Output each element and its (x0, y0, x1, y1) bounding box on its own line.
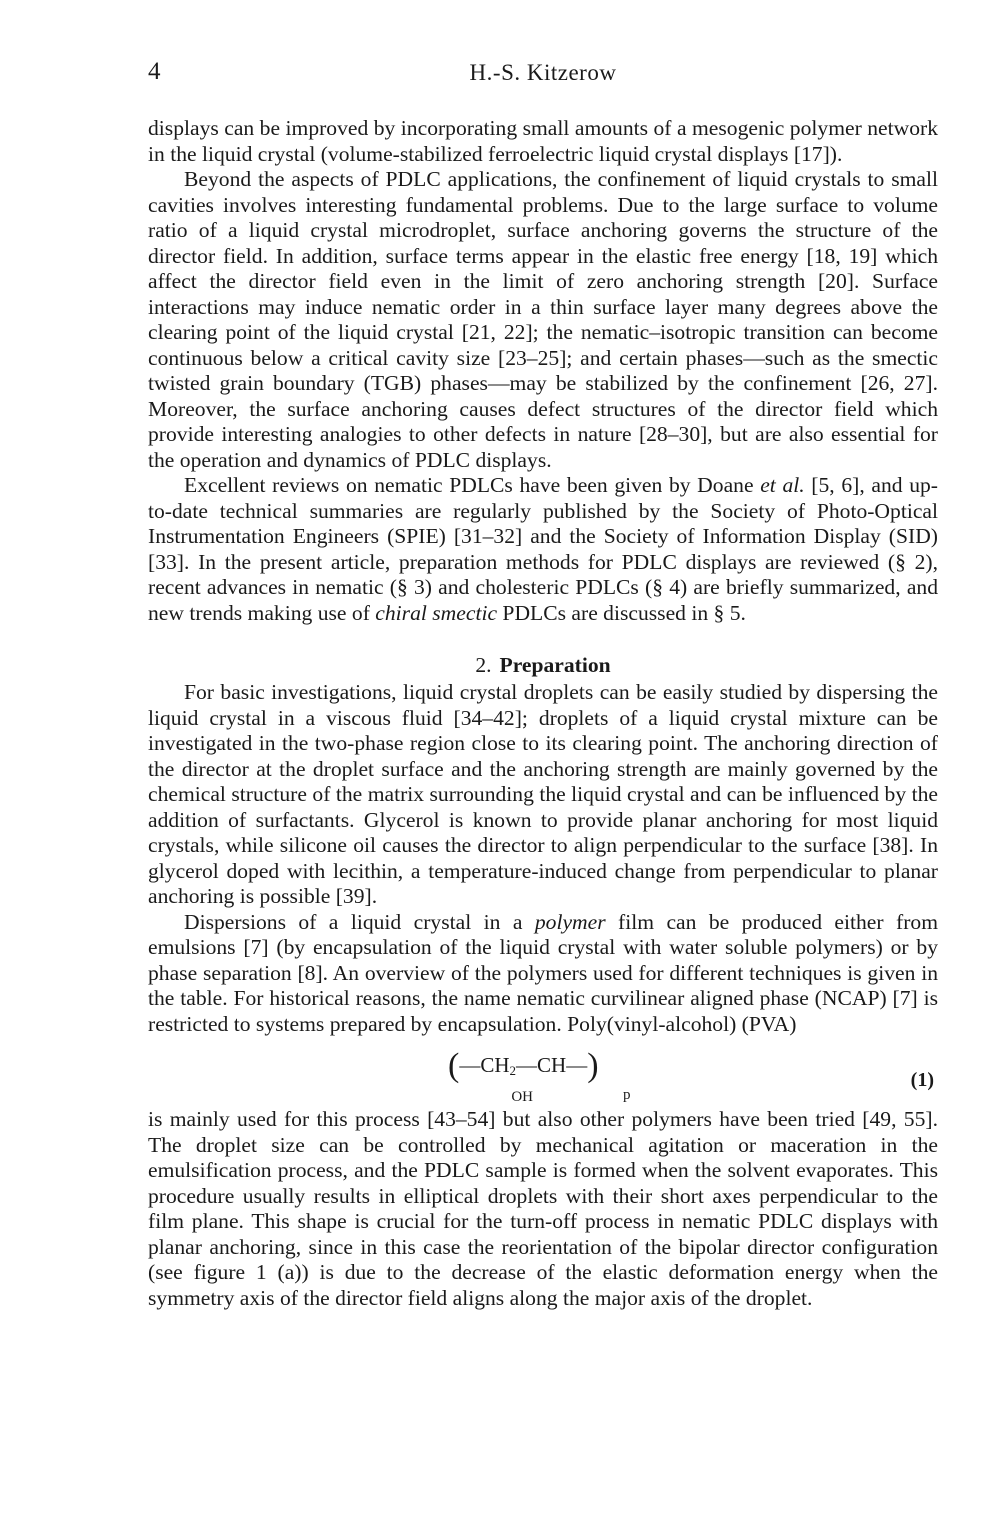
formula-subscript-p: p (623, 1087, 631, 1103)
formula-ch: —CH— (516, 1053, 588, 1077)
pva-formula (148, 1041, 938, 1107)
page-header (148, 58, 938, 98)
formula-group (459, 1053, 588, 1105)
section-title: Preparation (499, 653, 611, 677)
text-run: [5, 6], and up-to-date technical summaries are regularly published by the Society of Photo-Optical Instrumentation Engineers (SPIE) [31–32] and the Society of Information Display (SID) [33]. In the present article, preparation methods for PDLC displays are reviewed (§ 2), recent advances in nematic (§ 3) and cholesteric PDLCs (§ 4) are briefly summarized, and new trends making use of (148, 473, 938, 625)
italic-et-al: et al. (760, 473, 805, 497)
equation-number: (1) (910, 1069, 934, 1091)
text-run: Excellent reviews on nematic PDLCs have been given by Doane (184, 473, 761, 497)
paragraph-reviews (148, 473, 938, 626)
paragraph-basic-investigations: For basic investigations, liquid crystal droplets can be easily studied by dispersing the liquid crystal in a viscous fluid [34–42]; droplets of a liquid crystal mixture can be investigated in the two-phase region close to its clearing point. The anchoring direction of the director at the droplet surface and the anchoring strength are mainly governed by the chemical structure of the matrix surrounding the liquid crystal and can be influenced by the addition of surfactants. Glycerol is known to provide planar anchoring for most liquid crystals, while silicone oil causes the director to align perpendicular to the surface [38]. In glycerol doped with lecithin, a temperature-induced change from perpendicular to planar anchoring is possible [39]. (148, 680, 938, 908)
formula-close-paren: ) (587, 1047, 599, 1084)
paragraph-pva-process: is mainly used for this process [43–54] but also other polymers have been tried [49, 55]. The droplet size can be controlled by mechanical agitation or maceration in the emulsification process, and the PDLC sample is formed when the solvent evaporates. This procedure usually results in elliptical droplets with their short axes perpendicular to the film plane. This shape is crucial for the turn-off process in nematic PDLC displays with planar anchoring, since in this case the reorientation of the bipolar director configuration (see figure 1 (a)) is due to the decrease of the elastic deformation energy when the symmetry axis of the director field aligns along the major axis of the droplet. (148, 1107, 938, 1310)
section-number: 2. (475, 653, 492, 677)
text-run: PDLCs are discussed in § 5. (497, 600, 746, 625)
formula-oh: OH (511, 1089, 533, 1105)
paragraph-continuation: displays can be improved by incorporating small amounts of a mesogenic polymer network in the liquid crystal (volume-stabilized ferroelectric liquid crystal displays [17]). (148, 116, 938, 166)
paragraph-dispersions (148, 910, 938, 1038)
text-run: Dispersions of a liquid crystal in a (184, 909, 535, 934)
page-number: 4 (148, 58, 161, 85)
text-run: film can be produced either from emulsions [7] (by encapsulation of the liquid crystal with water soluble polymers) or by phase separation [8]. An overview of the polymers used for different techniques is given in the table. For historical reasons, the name nematic curvilinear aligned phase (NCAP) [7] is restricted to systems prepared by encapsulation. Poly(vinyl-alcohol) (PVA) (148, 909, 938, 1036)
running-head-author: H.-S. Kitzerow (469, 60, 617, 85)
formula-ch2: —CH (459, 1053, 510, 1077)
formula-open-paren: ( (448, 1047, 460, 1084)
italic-chiral-smectic: chiral smectic (375, 600, 498, 625)
formula-subscript-2: 2 (509, 1063, 517, 1078)
italic-polymer: polymer (534, 909, 606, 934)
section-heading (148, 652, 938, 678)
body-text (148, 116, 938, 1311)
paragraph-confinement: Beyond the aspects of PDLC applications, the confinement of liquid crystals to small cavities involves interesting fundamental problems. Due to the large surface to volume ratio of a liquid crystal microdroplet, surface anchoring governs the structure of the director field. In addition, surface terms appear in the elastic free energy [18, 19] which affect the director field even in the limit of zero anchoring strength [20]. Surface interactions may induce nematic order in a thin surface layer many degrees above the clearing point of the liquid crystal [21, 22]; the nematic–isotropic transition can become continuous below a critical cavity size [23–25]; and certain phases—such as the smectic twisted grain boundary (TGB) phases—may be stabilized by the confinement [26, 27]. Moreover, the surface anchoring causes defect structures of the director field which provide interesting analogies to other defects in nature [28–30], but are also essential for the operation and dynamics of PDLC displays. (148, 167, 938, 472)
formula-expression (448, 1047, 631, 1105)
